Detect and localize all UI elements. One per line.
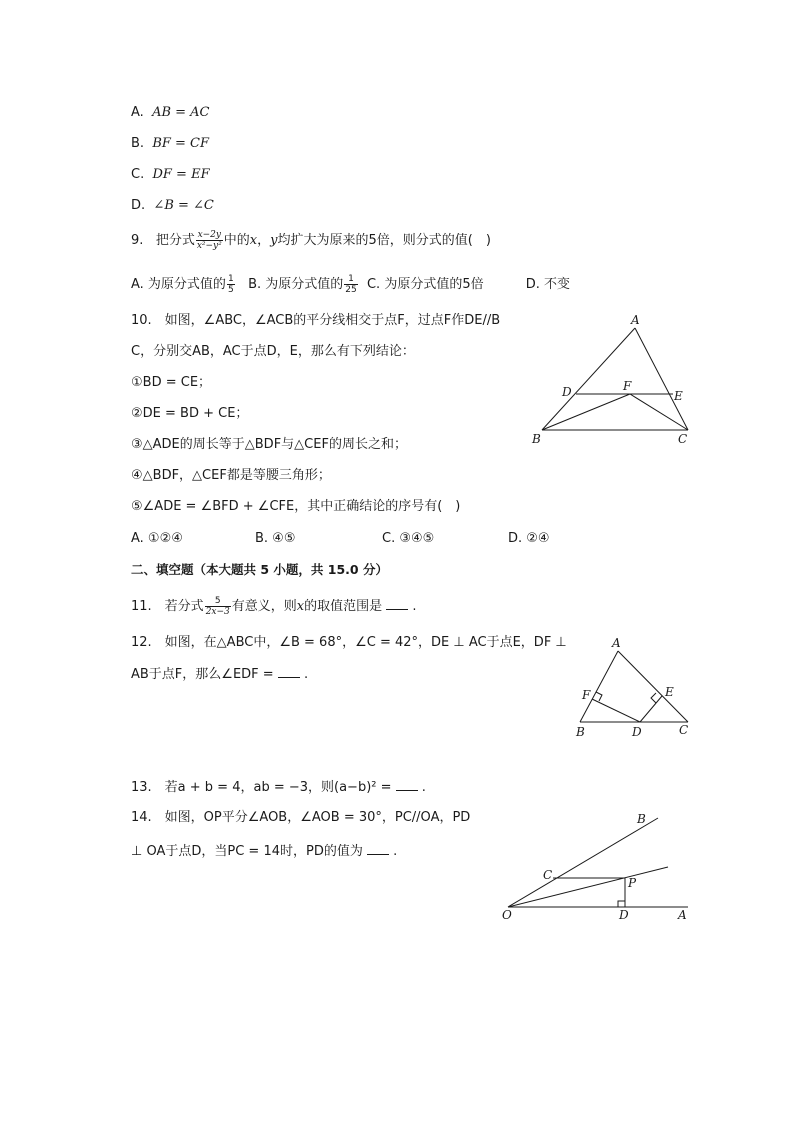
q10-seg-ac bbox=[635, 328, 688, 430]
q12-line1: 12. 如图，在△ABC中，∠B = 68°，∠C = 42°，DE ⊥ AC于点E，DF ⊥ bbox=[131, 635, 567, 650]
q12-line2: AB于点F，那么∠EDF = . bbox=[131, 667, 309, 682]
q8-option-d-expr: ∠B = ∠C bbox=[153, 198, 214, 213]
q8-option-a: A. AB = AC bbox=[131, 105, 210, 120]
q10-figure-svg bbox=[530, 312, 700, 448]
q14-label-p: P bbox=[628, 876, 637, 890]
q12-right-angle-e bbox=[651, 693, 656, 703]
q10-option-c: C. ③④⑤ bbox=[382, 531, 435, 546]
q8-option-b-expr: BF = CF bbox=[152, 136, 210, 151]
q9-option-a: A. 为原分式值的 $\frac{1}{5}$ bbox=[131, 274, 234, 295]
q14-label-a: A bbox=[678, 908, 687, 922]
q11-answer-blank[interactable] bbox=[386, 597, 408, 610]
q12-answer-blank[interactable] bbox=[278, 665, 300, 678]
q14-label-c: C bbox=[543, 868, 553, 882]
q8-option-c: C. DF = EF bbox=[131, 167, 210, 182]
q9-options bbox=[131, 274, 570, 295]
q14-label-o: O bbox=[502, 908, 512, 922]
q9-fraction: $\frac{x-2y}{\text{x²−y²}}$ bbox=[196, 230, 222, 251]
q10-label-e: E bbox=[674, 389, 683, 403]
q12-seg-ac bbox=[618, 651, 688, 722]
q10-statement-3: ③△ADE的周长等于△BDF与△CEF的周长之和； bbox=[131, 437, 407, 452]
q10-label-b: B bbox=[532, 432, 541, 446]
q11-fraction: $\frac{5}{2x-3}$ bbox=[205, 596, 230, 617]
q10-statement-2: ②DE = BD + CE； bbox=[131, 406, 249, 421]
q10-label-d: D bbox=[562, 385, 572, 399]
q14-figure-svg bbox=[498, 808, 698, 924]
q10-seg-ab bbox=[542, 328, 635, 430]
q13: 13. 若a + b = 4，ab = −3，则(a−b)² = . bbox=[131, 780, 426, 795]
q14-ray-op bbox=[508, 867, 668, 907]
q10-figure bbox=[530, 312, 700, 448]
q12-label-e: E bbox=[665, 685, 674, 699]
q12-label-f: F bbox=[582, 688, 591, 702]
q12-figure-svg bbox=[570, 632, 700, 740]
q12-label-b: B bbox=[576, 725, 585, 739]
q10-statement-5: ⑤∠ADE = ∠BFD + ∠CFE，其中正确结论的序号有( ) bbox=[131, 499, 461, 514]
q8-option-d: D. ∠B = ∠C bbox=[131, 198, 214, 213]
q9-stem: 9. 把分式 $\frac{x-2y}{\text{x²−y²}}$ 中的x，y均扩大为原来的5倍，则分式的值( ) bbox=[131, 230, 491, 251]
q9-option-c: C. 为原分式值的5倍 bbox=[366, 277, 484, 292]
q8-option-c-expr: DF = EF bbox=[152, 167, 210, 182]
q12-figure bbox=[570, 632, 700, 740]
q10-option-d: D. ②④ bbox=[508, 531, 550, 546]
q12-label-d: D bbox=[632, 725, 642, 739]
q14-line2: ⊥ OA于点D，当PC = 14时，PD的值为 . bbox=[131, 844, 398, 859]
q10-option-a: A. ①②④ bbox=[131, 531, 183, 546]
q12-seg-ab bbox=[580, 651, 618, 722]
q14-answer-blank[interactable] bbox=[367, 842, 389, 855]
q10-line1: 10. 如图，∠ABC，∠ACB的平分线相交于点F，过点F作DE//B bbox=[131, 313, 501, 328]
q14-line1: 14. 如图，OP平分∠AOB，∠AOB = 30°，PC//OA，PD bbox=[131, 810, 471, 825]
q12-seg-de bbox=[640, 696, 662, 722]
q14-label-b: B bbox=[637, 812, 646, 826]
q11: 11. 若分式 $\frac{5}{2x-3}$ 有意义，则x的取值范围是 . bbox=[131, 596, 417, 617]
q8-option-b: B. BF = CF bbox=[131, 136, 210, 151]
q12-seg-df bbox=[592, 699, 640, 722]
q10-label-c: C bbox=[678, 432, 688, 446]
q10-options bbox=[131, 530, 550, 548]
q14-label-d: D bbox=[619, 908, 629, 922]
q10-label-f: F bbox=[623, 379, 632, 393]
q13-answer-blank[interactable] bbox=[396, 778, 418, 791]
q10-line2: C，分别交AB，AC于点D，E，那么有下列结论： bbox=[131, 344, 415, 359]
q12-right-angle-f bbox=[596, 692, 602, 701]
q9-option-d: D. 不变 bbox=[525, 277, 571, 292]
q10-seg-bf bbox=[542, 394, 630, 430]
q10-option-b: B. ④⑤ bbox=[255, 531, 296, 546]
q14-ray-ob bbox=[508, 818, 658, 907]
q12-label-a: A bbox=[612, 636, 621, 650]
q8-option-a-expr: AB = AC bbox=[152, 105, 210, 120]
q9-option-b: B. 为原分式值的 $\frac{1}{25}$ bbox=[248, 274, 357, 295]
section-2-heading: 二、填空题（本大题共 5 小题，共 15.0 分） bbox=[131, 562, 388, 577]
q10-statement-4: ④△BDF，△CEF都是等腰三角形； bbox=[131, 468, 331, 483]
q10-statement-1: ①BD = CE； bbox=[131, 375, 212, 390]
q12-label-c: C bbox=[679, 723, 689, 737]
q14-right-angle-d bbox=[618, 901, 625, 907]
q14-figure bbox=[498, 808, 698, 924]
q10-label-a: A bbox=[631, 313, 640, 327]
